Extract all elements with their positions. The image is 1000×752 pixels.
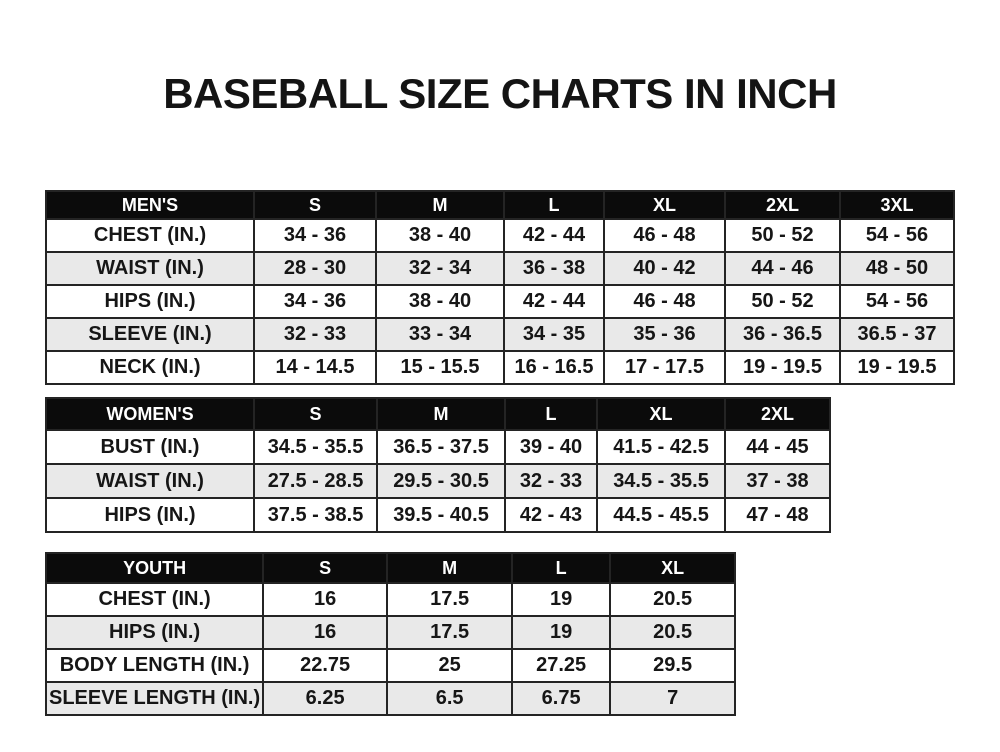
- mens-value-cell: 40 - 42: [604, 252, 725, 285]
- mens-value-cell: 48 - 50: [840, 252, 954, 285]
- mens-group-header: MEN'S: [46, 191, 254, 219]
- youth-value-cell: 7: [610, 682, 735, 715]
- youth-row-3: [46, 682, 735, 715]
- mens-row-2: [46, 285, 954, 318]
- womens-size-header-2xl: 2XL: [725, 398, 830, 430]
- mens-row-label: NECK (IN.): [46, 351, 254, 384]
- youth-value-cell: 20.5: [610, 583, 735, 616]
- youth-header-row: [46, 553, 735, 583]
- mens-value-cell: 19 - 19.5: [840, 351, 954, 384]
- mens-size-header-xl: XL: [604, 191, 725, 219]
- mens-value-cell: 34 - 36: [254, 219, 376, 252]
- mens-value-cell: 17 - 17.5: [604, 351, 725, 384]
- youth-value-cell: 25: [387, 649, 512, 682]
- youth-row-label: CHEST (IN.): [46, 583, 263, 616]
- youth-value-cell: 27.25: [512, 649, 610, 682]
- youth-value-cell: 16: [263, 583, 387, 616]
- youth-row-label: HIPS (IN.): [46, 616, 263, 649]
- mens-value-cell: 36.5 - 37: [840, 318, 954, 351]
- womens-size-table: [45, 397, 831, 533]
- mens-size-header-2xl: 2XL: [725, 191, 840, 219]
- womens-header-row: [46, 398, 830, 430]
- womens-row-2: [46, 498, 830, 532]
- womens-value-cell: 44.5 - 45.5: [597, 498, 725, 532]
- youth-row-1: [46, 616, 735, 649]
- womens-size-header-s: S: [254, 398, 377, 430]
- youth-row-0: [46, 583, 735, 616]
- page-title: BASEBALL SIZE CHARTS IN INCH: [163, 70, 837, 117]
- mens-value-cell: 44 - 46: [725, 252, 840, 285]
- youth-size-table: [45, 552, 736, 716]
- mens-value-cell: 36 - 36.5: [725, 318, 840, 351]
- womens-value-cell: 32 - 33: [505, 464, 597, 498]
- mens-size-header-m: M: [376, 191, 504, 219]
- mens-size-header-3xl: 3XL: [840, 191, 954, 219]
- mens-size-header-s: S: [254, 191, 376, 219]
- youth-value-cell: 6.5: [387, 682, 512, 715]
- womens-value-cell: 44 - 45: [725, 430, 830, 464]
- mens-value-cell: 14 - 14.5: [254, 351, 376, 384]
- womens-value-cell: 37.5 - 38.5: [254, 498, 377, 532]
- womens-row-0: [46, 430, 830, 464]
- womens-row-label: BUST (IN.): [46, 430, 254, 464]
- youth-value-cell: 17.5: [387, 616, 512, 649]
- mens-row-label: SLEEVE (IN.): [46, 318, 254, 351]
- womens-value-cell: 34.5 - 35.5: [254, 430, 377, 464]
- womens-row-1: [46, 464, 830, 498]
- youth-value-cell: 16: [263, 616, 387, 649]
- youth-row-label: SLEEVE LENGTH (IN.): [46, 682, 263, 715]
- mens-value-cell: 46 - 48: [604, 219, 725, 252]
- mens-row-3: [46, 318, 954, 351]
- youth-value-cell: 29.5: [610, 649, 735, 682]
- mens-row-label: HIPS (IN.): [46, 285, 254, 318]
- youth-value-cell: 17.5: [387, 583, 512, 616]
- womens-value-cell: 42 - 43: [505, 498, 597, 532]
- mens-value-cell: 19 - 19.5: [725, 351, 840, 384]
- womens-size-header-m: M: [377, 398, 505, 430]
- youth-value-cell: 19: [512, 583, 610, 616]
- womens-row-label: WAIST (IN.): [46, 464, 254, 498]
- mens-value-cell: 34 - 36: [254, 285, 376, 318]
- mens-value-cell: 33 - 34: [376, 318, 504, 351]
- mens-value-cell: 36 - 38: [504, 252, 604, 285]
- mens-row-0: [46, 219, 954, 252]
- youth-value-cell: 6.25: [263, 682, 387, 715]
- womens-size-header-l: L: [505, 398, 597, 430]
- youth-row-label: BODY LENGTH (IN.): [46, 649, 263, 682]
- mens-row-label: CHEST (IN.): [46, 219, 254, 252]
- mens-value-cell: 50 - 52: [725, 219, 840, 252]
- womens-value-cell: 47 - 48: [725, 498, 830, 532]
- womens-value-cell: 36.5 - 37.5: [377, 430, 505, 464]
- mens-value-cell: 28 - 30: [254, 252, 376, 285]
- womens-row-label: HIPS (IN.): [46, 498, 254, 532]
- youth-size-header-s: S: [263, 553, 387, 583]
- mens-value-cell: 46 - 48: [604, 285, 725, 318]
- mens-value-cell: 34 - 35: [504, 318, 604, 351]
- mens-value-cell: 42 - 44: [504, 219, 604, 252]
- youth-size-header-xl: XL: [610, 553, 735, 583]
- mens-value-cell: 32 - 34: [376, 252, 504, 285]
- mens-row-1: [46, 252, 954, 285]
- womens-value-cell: 39.5 - 40.5: [377, 498, 505, 532]
- mens-row-label: WAIST (IN.): [46, 252, 254, 285]
- womens-value-cell: 27.5 - 28.5: [254, 464, 377, 498]
- womens-value-cell: 29.5 - 30.5: [377, 464, 505, 498]
- youth-size-header-l: L: [512, 553, 610, 583]
- youth-value-cell: 22.75: [263, 649, 387, 682]
- youth-value-cell: 6.75: [512, 682, 610, 715]
- mens-row-4: [46, 351, 954, 384]
- womens-value-cell: 34.5 - 35.5: [597, 464, 725, 498]
- mens-value-cell: 54 - 56: [840, 285, 954, 318]
- womens-value-cell: 37 - 38: [725, 464, 830, 498]
- youth-value-cell: 20.5: [610, 616, 735, 649]
- womens-group-header: WOMEN'S: [46, 398, 254, 430]
- mens-value-cell: 42 - 44: [504, 285, 604, 318]
- mens-value-cell: 38 - 40: [376, 219, 504, 252]
- womens-value-cell: 39 - 40: [505, 430, 597, 464]
- mens-header-row: [46, 191, 954, 219]
- mens-value-cell: 54 - 56: [840, 219, 954, 252]
- womens-size-header-xl: XL: [597, 398, 725, 430]
- youth-value-cell: 19: [512, 616, 610, 649]
- mens-value-cell: 35 - 36: [604, 318, 725, 351]
- youth-row-2: [46, 649, 735, 682]
- youth-group-header: YOUTH: [46, 553, 263, 583]
- mens-value-cell: 32 - 33: [254, 318, 376, 351]
- mens-size-table: [45, 190, 955, 385]
- mens-value-cell: 16 - 16.5: [504, 351, 604, 384]
- mens-value-cell: 50 - 52: [725, 285, 840, 318]
- mens-value-cell: 38 - 40: [376, 285, 504, 318]
- mens-size-header-l: L: [504, 191, 604, 219]
- youth-size-header-m: M: [387, 553, 512, 583]
- womens-value-cell: 41.5 - 42.5: [597, 430, 725, 464]
- mens-value-cell: 15 - 15.5: [376, 351, 504, 384]
